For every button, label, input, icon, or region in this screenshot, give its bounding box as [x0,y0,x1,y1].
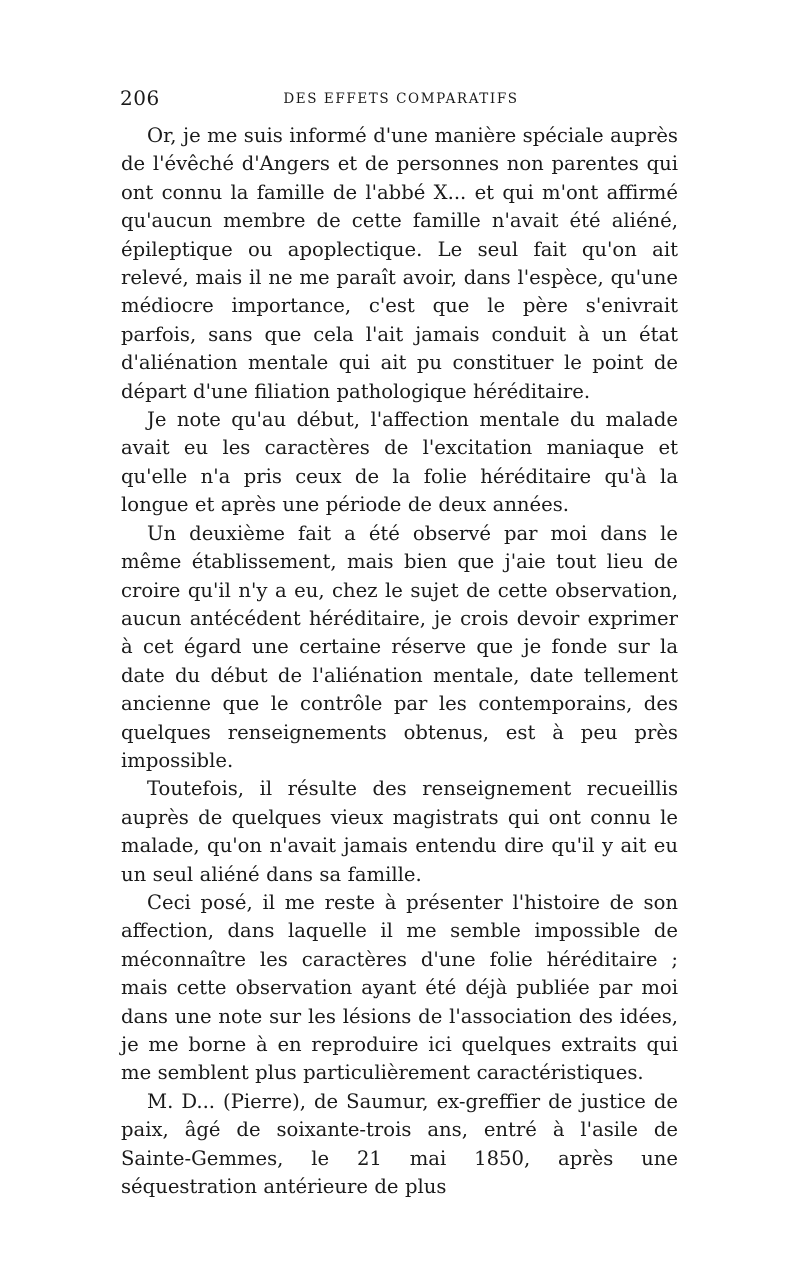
running-title: DES EFFETS COMPARATIFS [283,91,519,107]
running-head [120,86,682,116]
page-number: 206 [120,86,160,110]
body-text [121,122,678,1201]
paragraph: Toutefois, il résulte des renseignement recueillis auprès de quelques vieux magistrats qui ont connu le malade, qu'on n'avait jamais entendu dire qu'il y ait eu un seul aliéné dans sa famille. [121,777,678,886]
paragraph: M. D... (Pierre), de Saumur, ex-greffier de justice de paix, âgé de soixante-trois ans, entré à l'asile de Sainte-Gemmes, le 21 mai 1850, après une séquestration antérieure de plus [121,1089,678,1199]
paragraph: Un deuxième fait a été observé par moi dans le même établissement, mais bien que j'aie tout lieu de croire qu'il n'y a eu, chez le sujet de cette observation, aucun antécédent héréditaire, je crois devoir exprimer à cet égard une certaine réserve que je fonde sur la date du début de l'aliénation mentale, date tellement ancienne que le contrôle par les contemporains, des quelques renseignements obtenus, est à peu près impossible. [121,521,678,772]
paragraph: Or, je me suis informé d'une manière spéciale auprès de l'évêché d'Angers et de personnes non parentes qui ont connu la famille de l'abbé X... et qui m'ont affirmé qu'aucun membre de cette famille n'avait été aliéné, épileptique ou apoplectique. Le seul fait qu'on ait relevé, mais il ne me paraît avoir, dans l'espèce, qu'une médiocre importance, c'est que le père s'enivrait parfois, sans que cela l'ait jamais conduit à un état d'aliénation mentale qui ait pu constituer le point de départ d'une filiation pathologique héréditaire. [121,124,678,403]
paragraph: Ceci posé, il me reste à présenter l'histoire de son affection, dans laquelle il me semble impossible de méconnaître les caractères d'une folie héréditaire ; mais cette observation ayant été déjà publiée par moi dans une note sur les lésions de l'association des idées, je me borne à en reproduire ici quelques extraits qui me semblent plus particulièrement caractéristiques. [121,890,678,1085]
paragraph: Je note qu'au début, l'affection mentale du malade avait eu les caractères de l'excitation maniaque et qu'elle n'a pris ceux de la folie héréditaire qu'à la longue et après une période de deux années. [121,408,678,517]
